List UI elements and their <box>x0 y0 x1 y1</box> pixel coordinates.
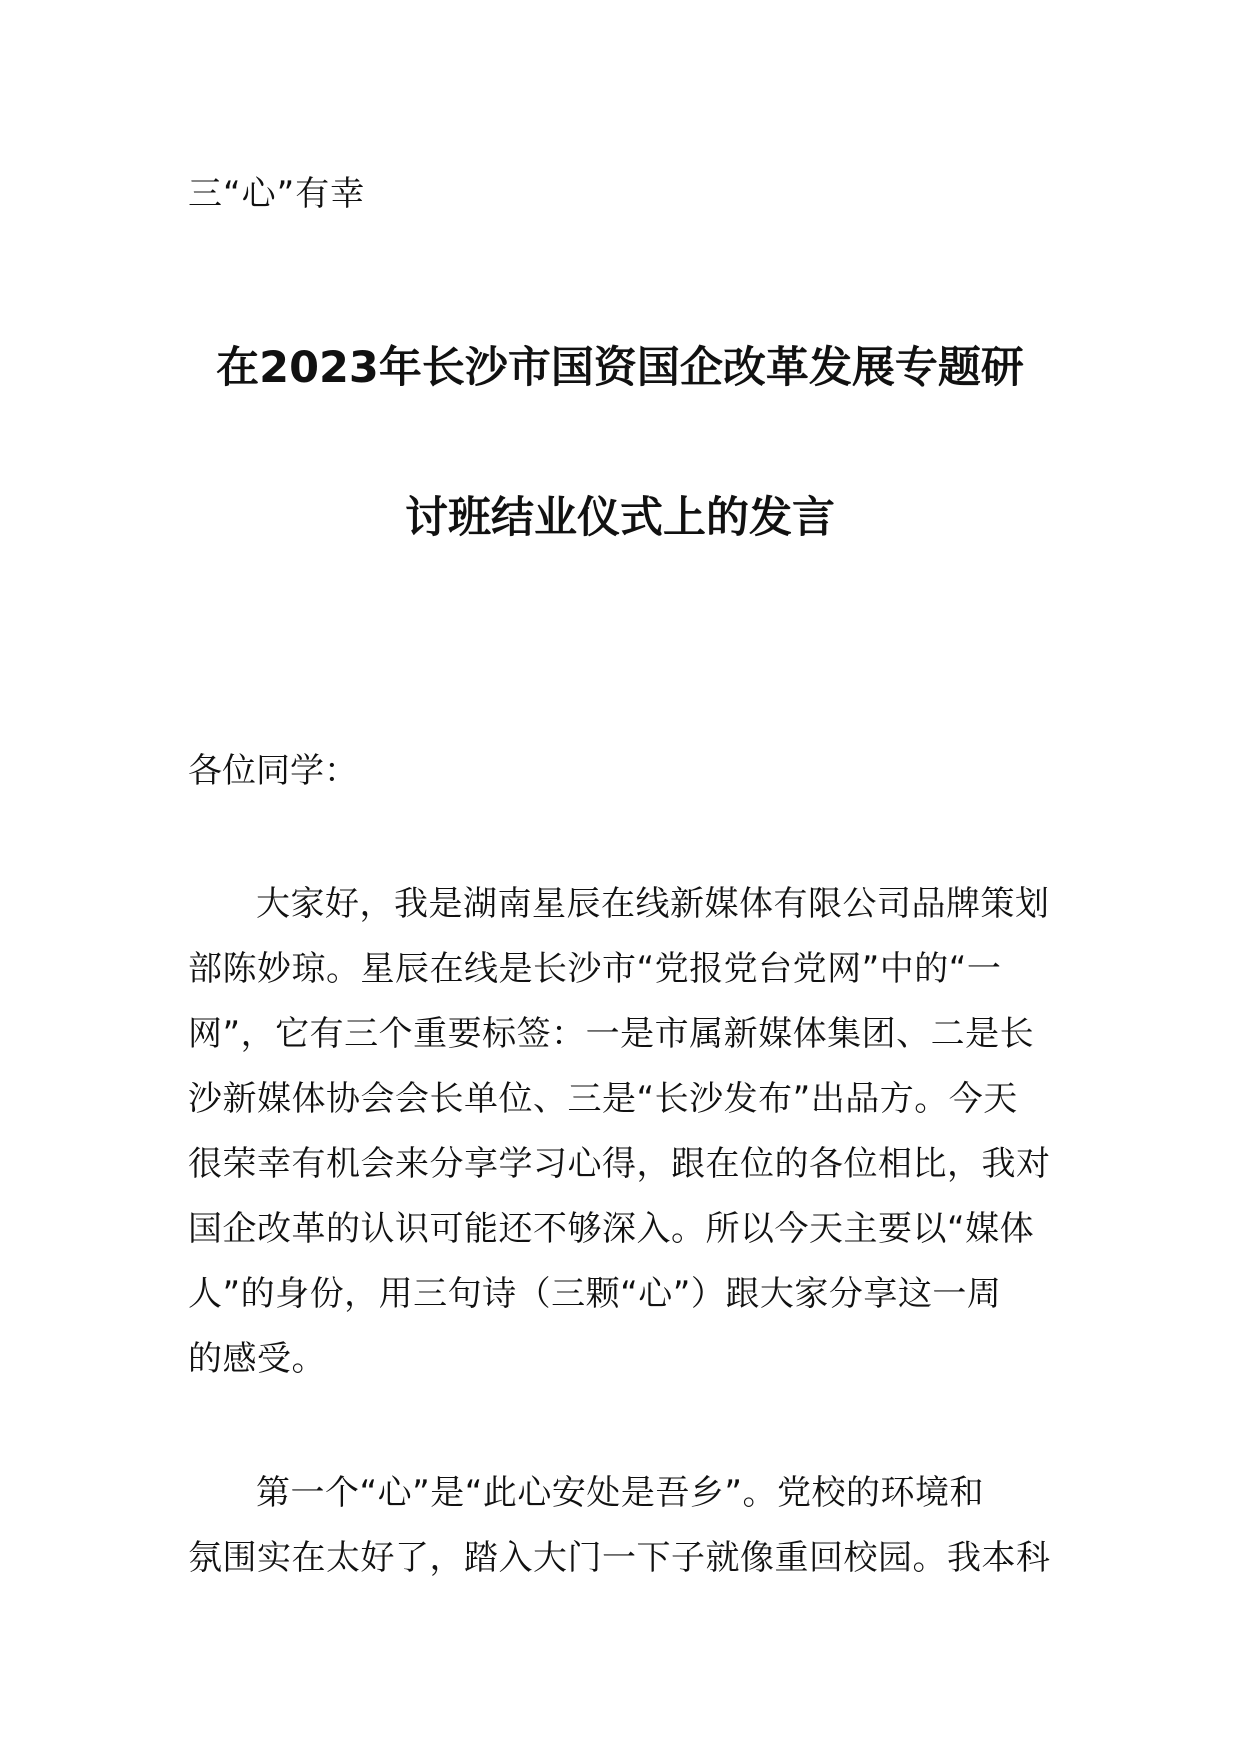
paragraph-2 <box>188 1461 1056 1591</box>
paragraph-line: 网”，它有三个重要标签：一是市属新媒体集团、二是长 <box>188 1014 1035 1054</box>
paragraph-line: 国企改革的认识可能还不够深入。所以今天主要以“媒体 <box>188 1209 1035 1249</box>
salutation: 各位同学： <box>188 751 358 791</box>
paragraph-line: 大家好，我是湖南星辰在线新媒体有限公司品牌策划 <box>256 884 1050 924</box>
paragraph-line: 部陈妙琼。星辰在线是长沙市“党报党台党网”中的“一 <box>188 949 1002 989</box>
paragraph-line: 的感受。 <box>188 1339 326 1379</box>
document-title-line-1: 在2023年长沙市国资国企改革发展专题研 <box>216 343 1024 393</box>
paragraph-line: 第一个“心”是“此心安处是吾乡”。党校的环境和 <box>256 1473 984 1513</box>
paragraph-line: 人”的身份，用三句诗（三颗“心”）跟大家分享这一周 <box>188 1274 1002 1314</box>
paragraph-line: 很荣幸有机会来分享学习心得，跟在位的各位相比，我对 <box>188 1144 1051 1184</box>
header-tag: 三“心”有幸 <box>188 174 366 214</box>
document-title-line-2: 讨班结业仪式上的发言 <box>405 493 835 543</box>
paragraph-1 <box>188 872 1056 1392</box>
paragraph-line: 沙新媒体协会会长单位、三是“长沙发布”出品方。今天 <box>188 1079 1018 1119</box>
paragraph-line: 氛围实在太好了，踏入大门一下子就像重回校园。我本科 <box>188 1538 1051 1578</box>
